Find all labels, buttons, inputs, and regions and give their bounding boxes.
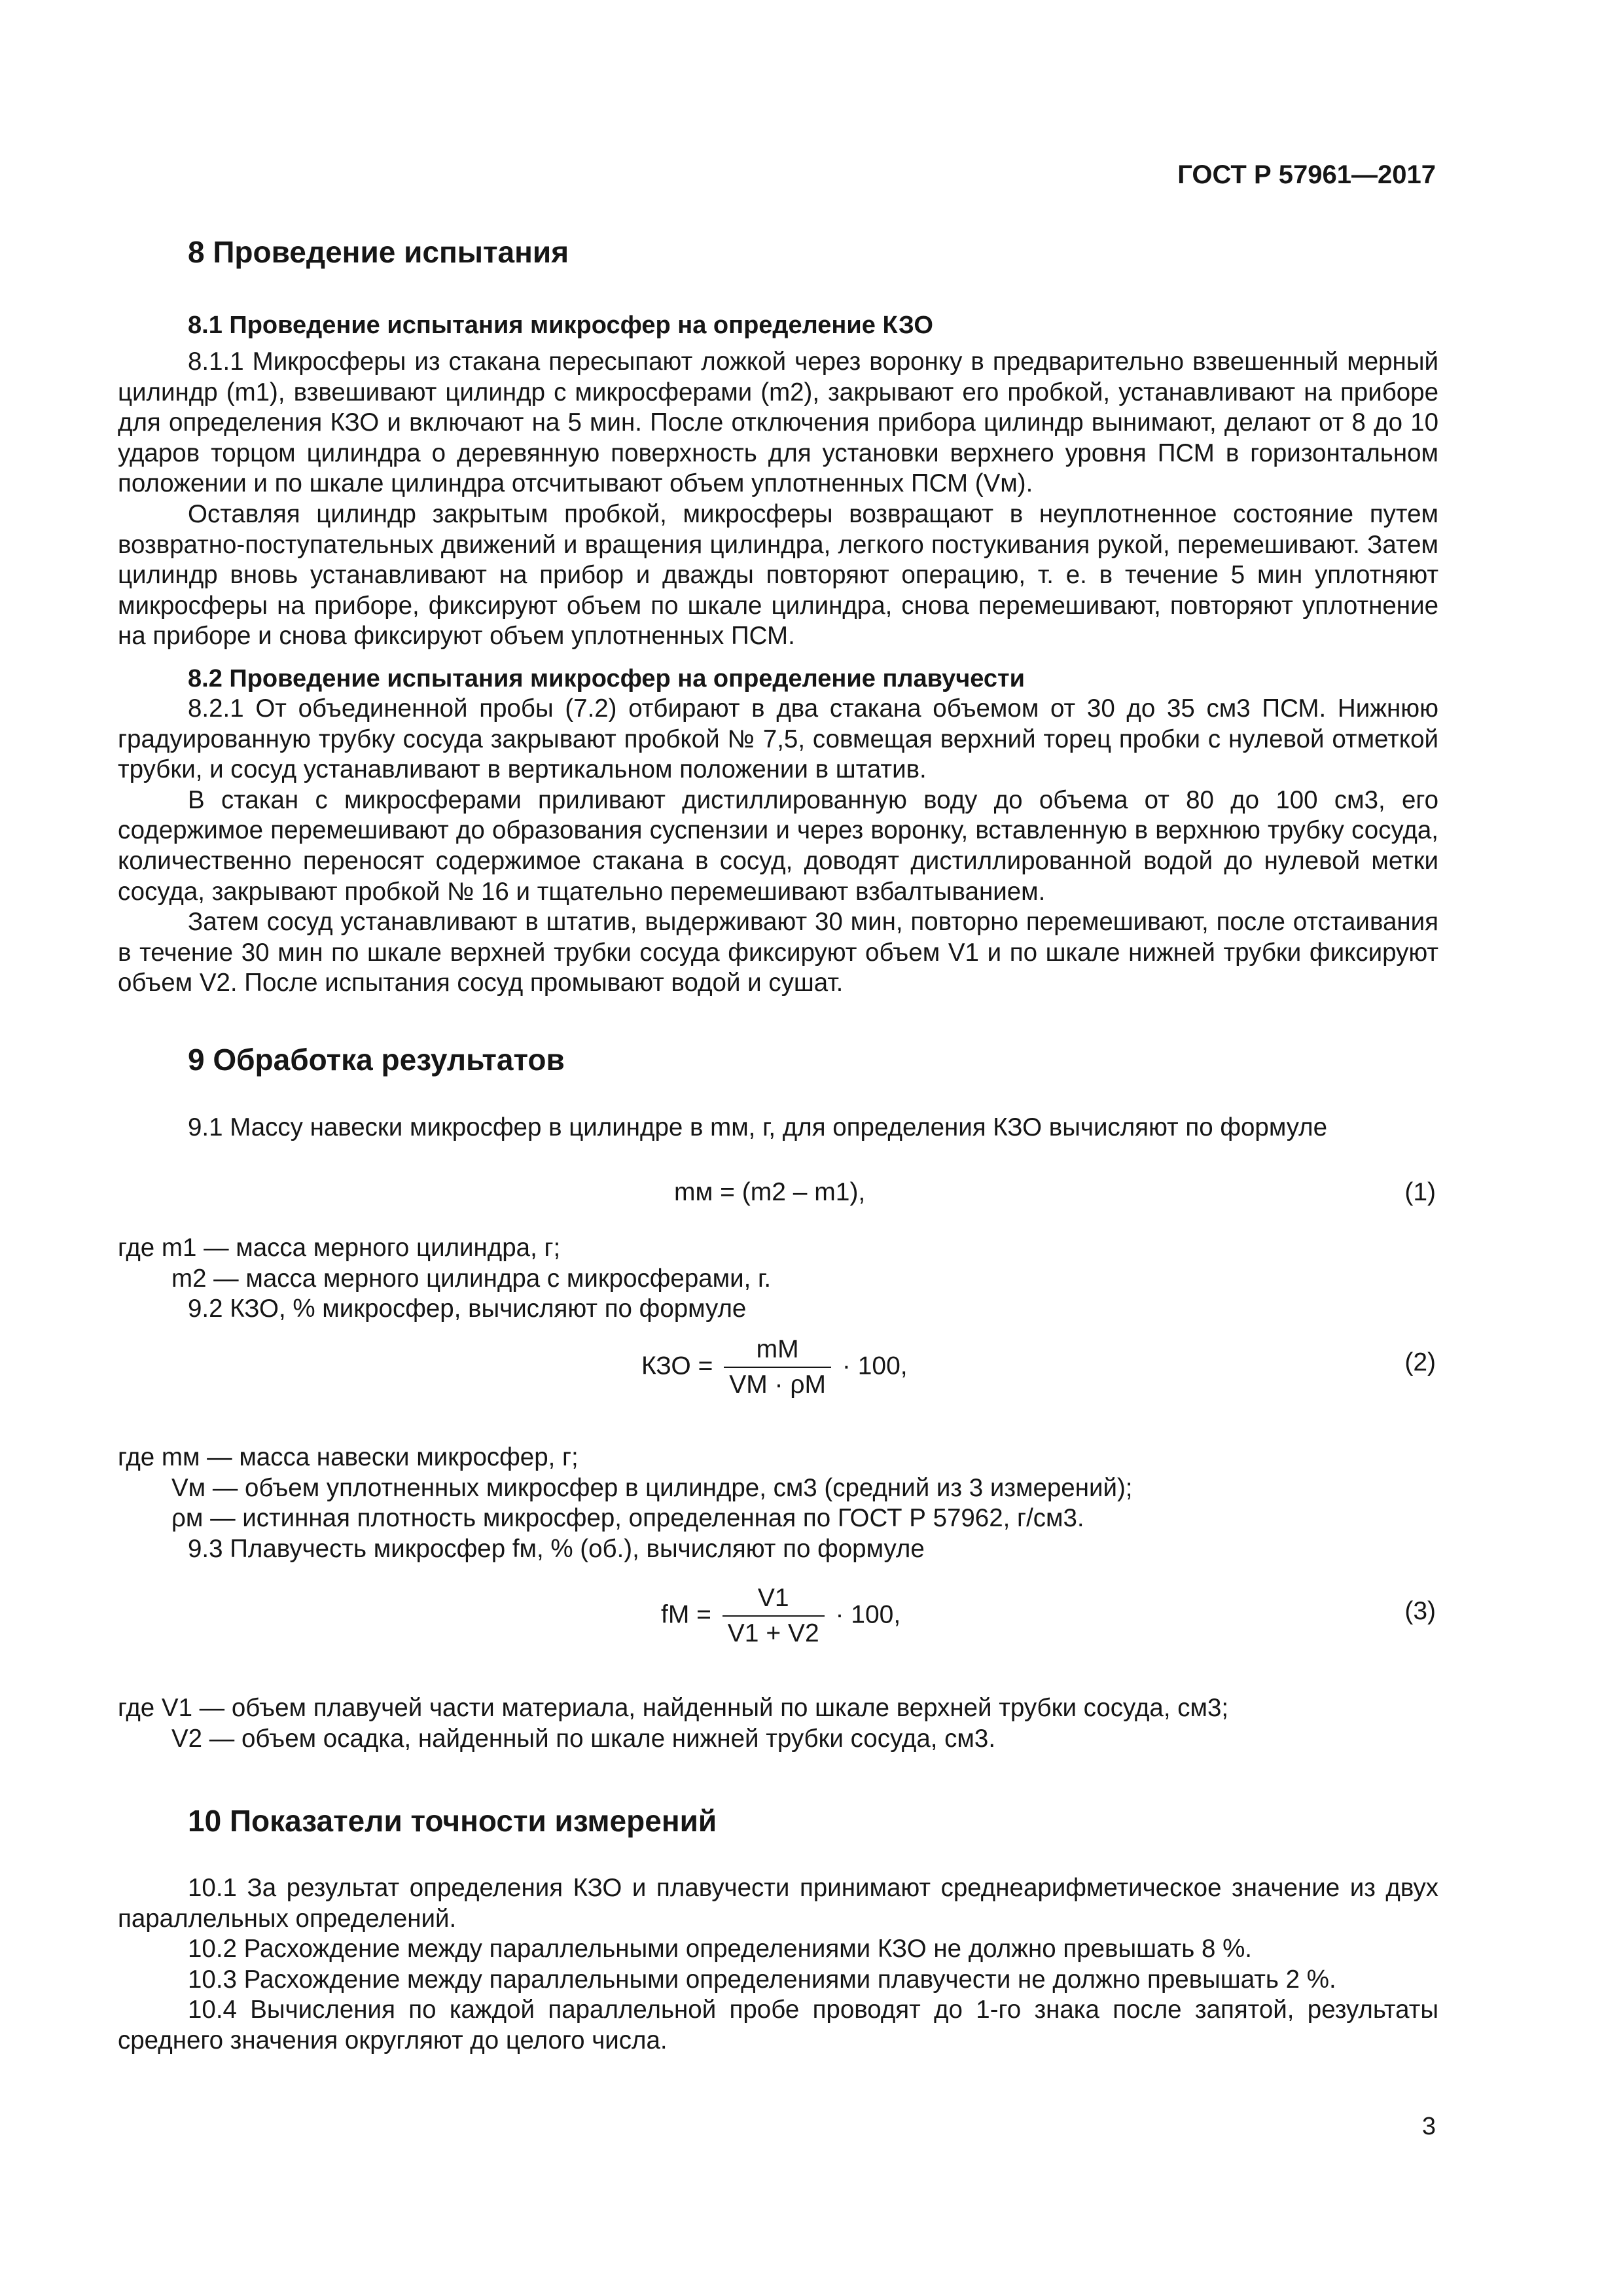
- equation-2-lhs: КЗО =: [641, 1352, 713, 1380]
- equation-2-denominator: VM · ρM: [729, 1371, 827, 1399]
- equation-3-number: (3): [1404, 1597, 1436, 1625]
- equation-2-numerator: mM: [724, 1335, 831, 1368]
- section-8-2-body: [118, 694, 1438, 999]
- where-mm: где mм — масса навески микросфер, г;: [118, 1443, 579, 1471]
- section-10-body: [118, 1873, 1438, 2056]
- page-number: 3: [1421, 2113, 1436, 2140]
- paragraph-8-2-3: Затем сосуд устанавливают в штатив, выдерживают 30 мин, повторно перемешивают, после отстаивания в течение 30 мин по шкале верхней трубки сосуда фиксируют объем V1 и по шкале нижней трубки фиксируют объем V2. После испытания сосуд промывают водой и сушат.: [118, 908, 1438, 997]
- paragraph-10-4: 10.4 Вычисления по каждой параллельной пробе проводят до 1-го знака после запятой, результаты среднего значения округляют до целого числа.: [118, 1996, 1438, 2054]
- where-rho: ρм — истинная плотность микросфер, определенная по ГОСТ Р 57962, г/см3.: [171, 1504, 1084, 1532]
- equation-3: [661, 1584, 901, 1648]
- equation-3-fraction: [722, 1584, 825, 1648]
- section-10-heading: 10 Показатели точности измерений: [188, 1804, 717, 1838]
- where-v1: где V1 — объем плавучей части материала, найденный по шкале верхней трубки сосуда, см3;: [118, 1694, 1229, 1722]
- section-9-heading: 9 Обработка результатов: [188, 1043, 565, 1077]
- equation-2: [641, 1335, 908, 1399]
- where-v2: V2 — объем осадка, найденный по шкале нижней трубки сосуда, см3.: [171, 1725, 996, 1753]
- paragraph-9-3: 9.3 Плавучесть микросфер fм, % (об.), вычисляют по формуле: [188, 1535, 925, 1563]
- paragraph-10-2: 10.2 Расхождение между параллельными определениями КЗО не должно превышать 8 %.: [188, 1935, 1253, 1964]
- equation-3-numerator: V1: [722, 1584, 825, 1617]
- subsection-8-1-heading: 8.1 Проведение испытания микросфер на определение КЗО: [188, 312, 933, 339]
- paragraph-10-1: 10.1 За результат определения КЗО и плавучести принимают среднеарифметическое значение из двух параллельных определений.: [118, 1874, 1438, 1933]
- where-m1: где m1 — масса мерного цилиндра, г;: [118, 1234, 561, 1262]
- equation-3-lhs: fM =: [661, 1600, 711, 1629]
- document-designation: ГОСТ Р 57961—2017: [1177, 160, 1436, 189]
- equation-3-denominator: V1 + V2: [727, 1619, 819, 1647]
- paragraph-9-1: 9.1 Массу навески микросфер в цилиндре в mм, г, для определения КЗО вычисляют по формуле: [188, 1113, 1328, 1141]
- section-9-1-body: [118, 1113, 1438, 1143]
- subsection-8-2-heading: 8.2 Проведение испытания микросфер на определение плавучести: [188, 665, 1026, 692]
- paragraph-10-3: 10.3 Расхождение между параллельными определениями плавучести не должно превышать 2 %.: [188, 1965, 1336, 1994]
- equation-2-tail: · 100,: [842, 1352, 908, 1380]
- paragraph-9-2: 9.2 КЗО, % микросфер, вычисляют по формуле: [188, 1295, 747, 1323]
- paragraph-8-2-2: В стакан с микросферами приливают дистиллированную воду до объема от 80 до 100 см3, его содержимое перемешивают до образования суспензии и через воронку, вставленную в верхнюю трубку сосуда, количественно переносят содержимое стакана в сосуд, доводят дистиллированной водой до нулевой метки сосуда, закрывают пробкой № 16 и тщательно перемешивают взбалтыванием.: [118, 785, 1438, 906]
- paragraph-8-2-1: 8.2.1 От объединенной пробы (7.2) отбирают в два стакана объемом от 30 до 35 см3 ПСМ. Нижнюю градуированную трубку сосуда закрывают пробкой № 7,5, совмещая верхний торец пробки с нулевой отметкой трубки, и сосуд устанавливают в вертикальном положении в штатив.: [118, 694, 1438, 784]
- paragraph-8-1-1: 8.1.1 Микросферы из стакана пересыпают ложкой через воронку в предварительно взвешенный мерный цилиндр (m1), взвешивают цилиндр с микросферами (m2), закрывают его пробкой, устанавливают на приборе для определения КЗО и включают на 5 мин. После отключения прибора цилиндр вынимают, делают от 8 до 10 ударов торцом цилиндра о деревянную поверхность для установки верхнего уровня ПСМ в горизонтальном положении и по шкале цилиндра отсчитывают объем уплотненных ПСМ (Vм).: [118, 348, 1438, 498]
- equation-3-tail: · 100,: [835, 1600, 901, 1629]
- section-8-1-body: [118, 347, 1438, 652]
- paragraph-8-1-2: Оставляя цилиндр закрытым пробкой, микросферы возвращают в неуплотненное состояние путем возвратно-поступательных движений и вращения цилиндра, легкого постукивания рукой, перемешивают. Затем цилиндр вновь устанавливают на прибор и дважды повторяют операцию, т. е. в течение 5 мин уплотняют микросферы на приборе, фиксируют объем по шкале цилиндра, снова перемешивают, повторяют уплотнение на приборе и снова фиксируют объем уплотненных ПСМ.: [118, 499, 1438, 651]
- equation-2-number: (2): [1404, 1348, 1436, 1376]
- section-8-heading: 8 Проведение испытания: [188, 235, 569, 269]
- equation-1: mм = (m2 – m1),: [674, 1178, 866, 1206]
- equation-2-fraction: [724, 1335, 831, 1399]
- where-m2: m2 — масса мерного цилиндра с микросферами, г.: [171, 1265, 772, 1293]
- equation-1-number: (1): [1404, 1178, 1436, 1206]
- where-vm: Vм — объем уплотненных микросфер в цилиндре, см3 (средний из 3 измерений);: [171, 1474, 1133, 1502]
